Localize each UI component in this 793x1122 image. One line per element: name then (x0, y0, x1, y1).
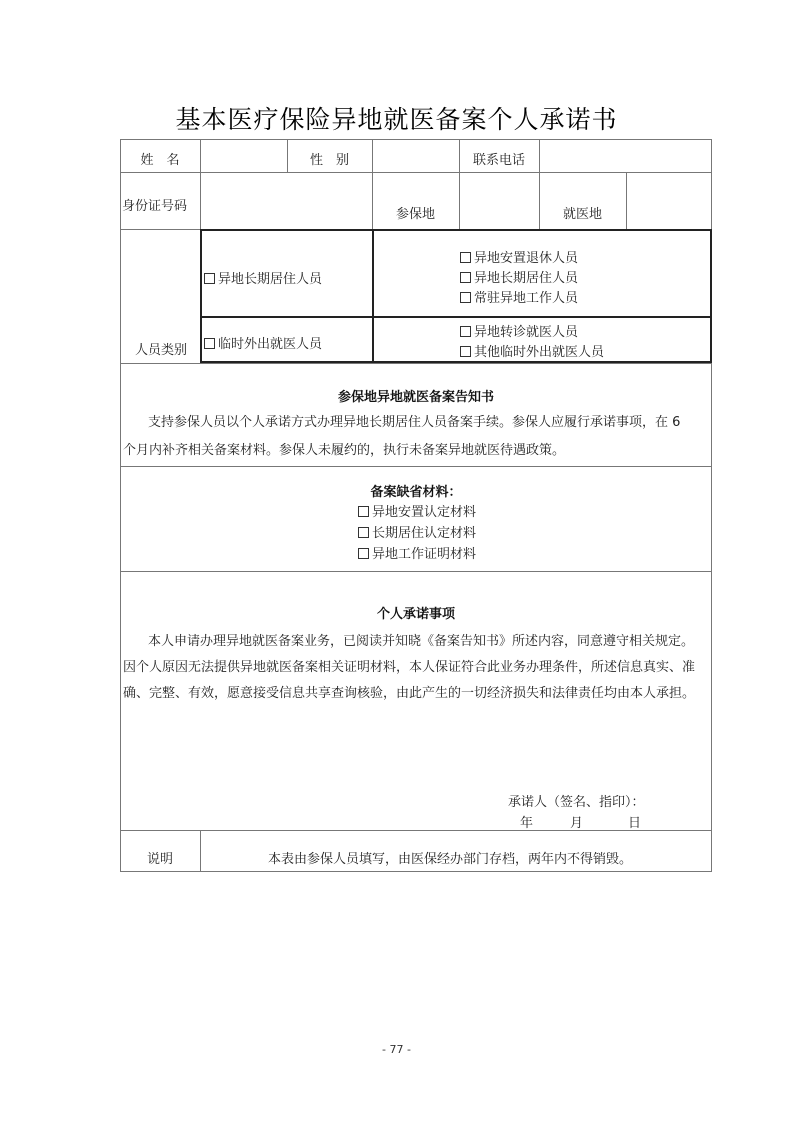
option-label: 常驻异地工作人员 (474, 291, 579, 306)
name-label: 姓 名 (140, 153, 180, 168)
id-label: 身份证号码 (122, 199, 188, 214)
checkbox-icon (460, 326, 471, 337)
notice-line-1: 支持参保人员以个人承诺方式办理异地长期居住人员备案手续。参保人应履行承诺事项，在 6 (148, 415, 681, 430)
id-number-field[interactable] (201, 173, 372, 229)
date-month: 月 (570, 816, 584, 831)
checkbox-icon (460, 292, 471, 303)
signer-label: 承诺人（签名、指印）： (508, 795, 645, 810)
checkbox-icon (204, 338, 215, 349)
missing-bottom-line (120, 571, 712, 572)
category-label: 人员类别 (135, 343, 188, 358)
remark-divider (200, 830, 201, 872)
missing-item[interactable] (358, 522, 476, 541)
checkbox-icon (358, 548, 369, 559)
long-term-option[interactable] (460, 247, 578, 266)
missing-item-label: 异地安置认定材料 (372, 505, 477, 520)
long-term-checkbox[interactable] (204, 268, 322, 287)
commitment-bottom-line (120, 830, 712, 831)
checkbox-icon (204, 273, 215, 284)
commitment-heading: 个人承诺事项 (376, 607, 455, 622)
phone-field[interactable] (540, 140, 711, 172)
temporary-option[interactable] (460, 321, 578, 340)
checkbox-icon (460, 346, 471, 357)
category-box-center (372, 229, 374, 363)
category-box-left (200, 229, 202, 363)
row3-bottom-line (120, 363, 712, 364)
date-year: 年 (520, 816, 534, 831)
remark-text: 本表由参保人员填写，由医保经办部门存档，两年内不得销毁。 (268, 852, 633, 867)
page-number: - 77 - (382, 1043, 411, 1056)
missing-item-label: 异地工作证明材料 (372, 547, 477, 562)
notice-bottom-line (120, 466, 712, 467)
checkbox-icon (358, 527, 369, 538)
document-title: 基本医疗保险异地就医备案个人承诺书 (175, 105, 618, 134)
missing-item[interactable] (358, 543, 476, 562)
category-box-middle (200, 316, 712, 318)
checkbox-icon (460, 272, 471, 283)
commitment-line-3: 确、完整、有效，愿意接受信息共享查询核验，由此产生的一切经济损失和法律责任均由本人承担。 (123, 686, 696, 701)
category-box-right (710, 229, 712, 363)
missing-heading: 备案缺省材料： (370, 485, 462, 500)
long-term-option[interactable] (460, 267, 578, 286)
checkbox-icon (460, 252, 471, 263)
long-term-label: 异地长期居住人员 (218, 272, 323, 287)
phone-label: 联系电话 (472, 153, 525, 168)
notice-heading: 参保地异地就医备案告知书 (337, 390, 494, 405)
missing-item-label: 长期居住认定材料 (372, 526, 477, 541)
temporary-checkbox[interactable] (204, 333, 322, 352)
table-bottom-border (120, 871, 712, 872)
insured-place-field[interactable] (460, 173, 539, 229)
remark-label: 说明 (146, 852, 173, 867)
long-term-option[interactable] (460, 287, 578, 306)
commitment-line-1: 本人申请办理异地就医备案业务，已阅读并知晓《备案告知书》所述内容，同意遵守相关规定。 (148, 634, 695, 649)
gender-field[interactable] (373, 140, 459, 172)
option-label: 异地长期居住人员 (474, 271, 579, 286)
option-label: 其他临时外出就医人员 (474, 345, 605, 360)
category-box-top (200, 229, 712, 231)
signature-field[interactable] (508, 786, 698, 810)
gender-label: 性 别 (309, 153, 349, 168)
commitment-line-2: 因个人原因无法提供异地就医备案相关证明材料，本人保证符合此业务办理条件，所述信息真实、准 (123, 660, 696, 675)
medical-place-field[interactable] (627, 173, 711, 229)
option-label: 异地安置退休人员 (474, 251, 579, 266)
date-day: 日 (628, 816, 642, 831)
temporary-option[interactable] (460, 341, 604, 360)
missing-item[interactable] (358, 501, 476, 520)
checkbox-icon (358, 506, 369, 517)
table-left-border (120, 139, 121, 872)
insured-place-label: 参保地 (395, 207, 435, 222)
option-label: 异地转诊就医人员 (474, 325, 579, 340)
medical-place-label: 就医地 (562, 207, 602, 222)
name-field[interactable] (201, 140, 287, 172)
temporary-label: 临时外出就医人员 (218, 337, 323, 352)
notice-line-2: 个月内补齐相关备案材料。参保人未履约的，执行未备案异地就医待遇政策。 (123, 443, 566, 458)
